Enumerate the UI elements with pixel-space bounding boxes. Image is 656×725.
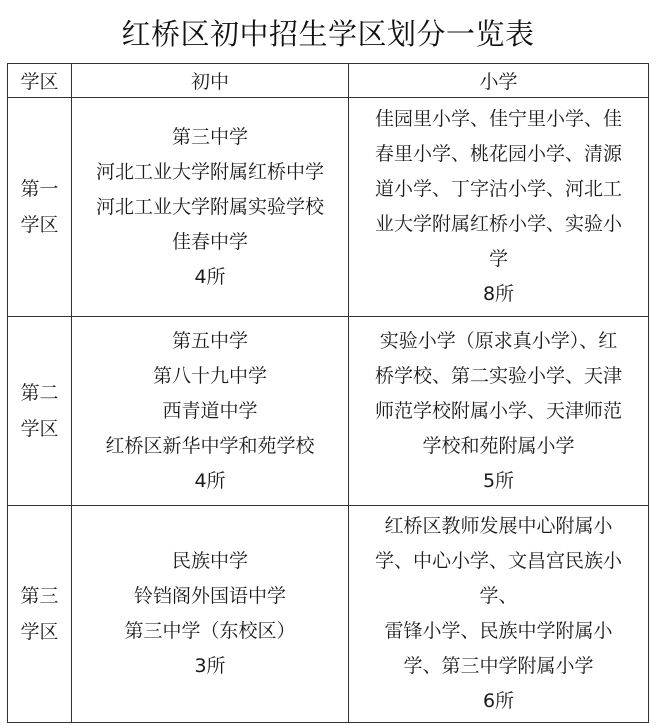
middle-school-item: 民族中学: [171, 550, 248, 572]
header-middle-school: 初中: [72, 64, 349, 98]
primary-school-line: 道小学、丁字沽小学、河北工: [374, 178, 622, 200]
primary-school-line: 实验小学（原求真小学）、红: [379, 329, 618, 352]
middle-school-item: 西青道中学: [162, 399, 258, 422]
area-label-line: 第二: [20, 382, 59, 404]
primary-school-line: 春里小学、桃花园小学、清源: [374, 143, 622, 165]
primary-school-count: 5所: [482, 469, 515, 492]
area-label-line: 学区: [20, 621, 59, 643]
middle-school-count: 4所: [194, 469, 226, 492]
primary-school-line: 学、第三中学附属小学: [403, 655, 594, 677]
area-cell: [8, 98, 72, 317]
primary-school-count: 6所: [482, 690, 515, 712]
primary-school-line: 业大学附属红桥小学、实验小: [374, 213, 622, 235]
area-cell: [8, 317, 72, 506]
primary-school-cell: [349, 317, 649, 506]
middle-school-item: 第五中学: [171, 329, 248, 352]
middle-school-item: 第三中学: [171, 125, 248, 148]
area-label-line: 学区: [20, 214, 59, 236]
primary-school-line: 学、中心小学、文昌宫民族小: [374, 550, 622, 572]
area-cell: [8, 506, 72, 723]
middle-school-item: 红桥区新华中学和苑学校: [105, 434, 315, 457]
middle-school-cell: [72, 506, 349, 723]
primary-school-line: 师范学校附属小学、天津师范: [374, 399, 622, 422]
table-row: [8, 317, 649, 506]
page-title: 红桥区初中招生学区划分一览表: [121, 17, 535, 51]
middle-school-item: 佳春中学: [171, 230, 248, 253]
header-area: 学区: [8, 64, 72, 98]
district-table: [7, 63, 649, 723]
area-label-line: 第一: [20, 178, 59, 200]
primary-school-line: 红桥区教师发展中心附属小: [384, 515, 613, 537]
middle-school-item: 河北工业大学附属红桥中学: [95, 160, 324, 183]
primary-school-line: 学校和苑附属小学: [422, 434, 575, 457]
middle-school-cell: [72, 317, 349, 506]
middle-school-item: 第三中学（东校区）: [124, 620, 296, 642]
header-row: [8, 64, 649, 98]
middle-school-item: 河北工业大学附属实验学校: [95, 195, 324, 218]
primary-school-count: 8所: [482, 283, 515, 305]
primary-school-line: 雷锋小学、民族中学附属小: [384, 620, 613, 642]
middle-school-count: 3所: [194, 655, 226, 677]
middle-school-cell: [72, 98, 349, 317]
middle-school-item: 第八十九中学: [152, 364, 267, 387]
table-row: [8, 98, 649, 317]
primary-school-cell: [349, 98, 649, 317]
primary-school-line: 学: [488, 248, 508, 270]
middle-school-item: 铃铛阁外国语中学: [133, 585, 286, 607]
primary-school-cell: [349, 506, 649, 723]
middle-school-count: 4所: [194, 265, 226, 288]
primary-school-line: 佳园里小学、佳宁里小学、佳: [374, 108, 622, 130]
table-row: [8, 506, 649, 723]
area-label-line: 第三: [20, 585, 59, 607]
primary-school-line: 学、: [479, 585, 518, 607]
header-primary-school: 小学: [349, 64, 649, 98]
area-label-line: 学区: [20, 418, 59, 440]
primary-school-line: 桥学校、第二实验小学、天津: [374, 364, 622, 387]
